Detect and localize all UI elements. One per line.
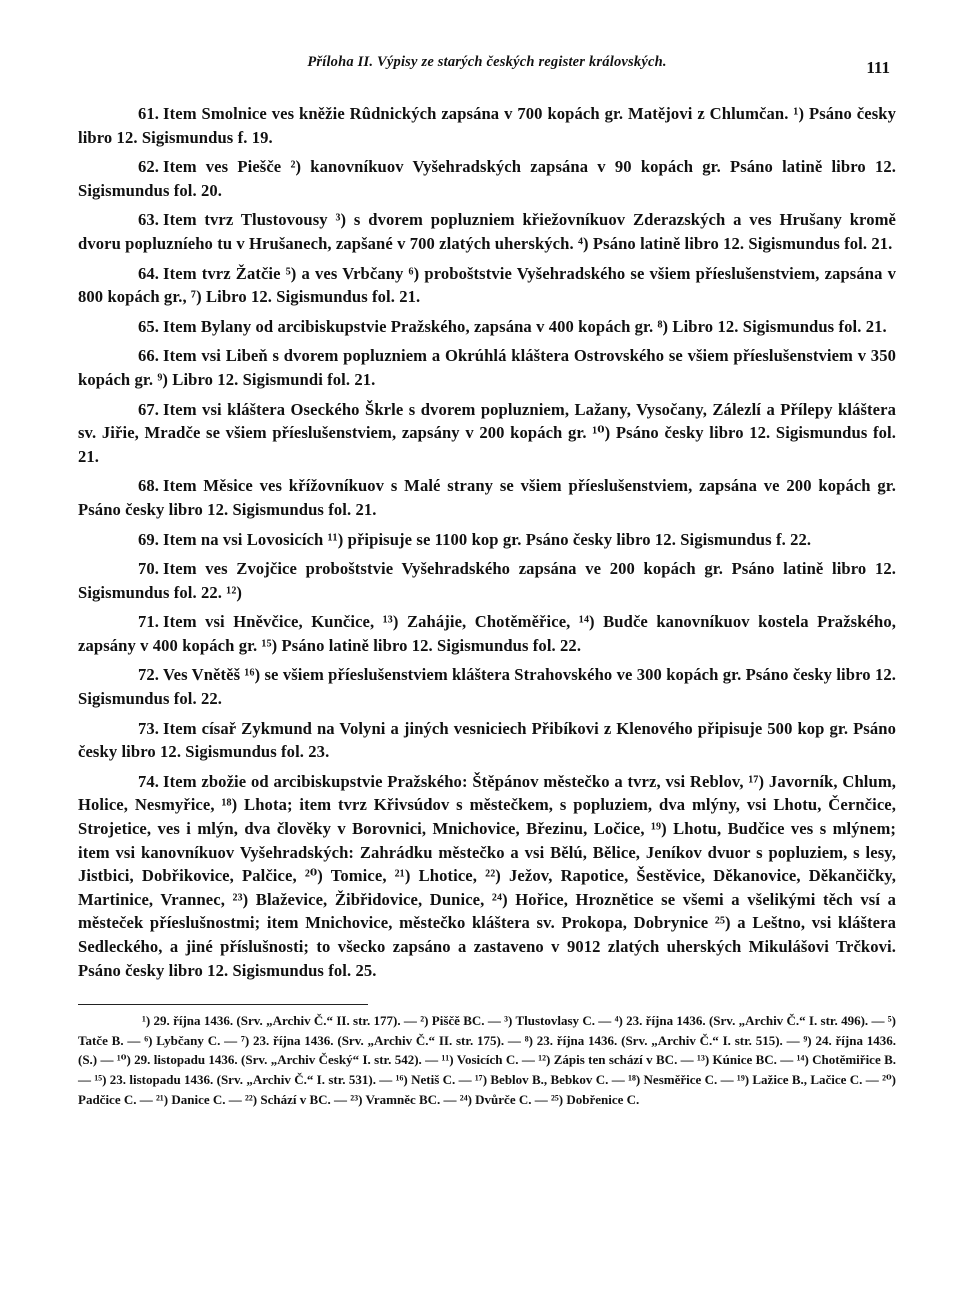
- footnote-divider: [78, 1004, 368, 1005]
- entry-number: 66.: [138, 346, 160, 366]
- entry-68: [78, 474, 896, 521]
- entry-text: Item vsi Hněvčice, Kunčice, ¹³) Zahájie, Chotěměřice, ¹⁴) Budče kanovníkuov kostela Pražského, zapsány v 400 kopách gr. ¹⁵) Psáno latině libro 12. Sigismundus fol. 22.: [78, 612, 896, 655]
- entry-number: 72.: [138, 665, 160, 685]
- entry-61: [78, 102, 896, 149]
- entry-number: 70.: [138, 559, 160, 579]
- entry-text: Item Měsice ves křížovníkuov s Malé strany se všiem příeslušenstviem, zapsána ve 200 kopách gr. Psáno česky libro 12. Sigismundus fol. 21.: [78, 476, 896, 519]
- entry-text: Item vsi kláštera Oseckého Škrle s dvorem popluzniem, Lažany, Vysočany, Zálezlí a Přílepy kláštera sv. Jiřie, Mradče se všiem příeslušenstviem, zapsány v 200 kopách gr. ¹⁰) Psáno česky libro 12. Sigismundus fol. 21.: [78, 399, 896, 466]
- entry-text: Item ves Zvojčice proboštstvie Vyšehradského zapsána ve 200 kopách gr. Psáno latině libro 12. Sigismundus fol. 22. ¹²): [78, 559, 896, 602]
- entry-text: Item Smolnice ves kněžie Rûdnických zapsána v 700 kopách gr. Matějovi z Chlumčan. ¹) Psáno česky libro 12. Sigismundus f. 19.: [78, 104, 896, 147]
- running-title: Příloha II. Výpisy ze starých českých register královských.: [307, 54, 667, 70]
- entry-text: Item tvrz Žatčie ⁵) a ves Vrbčany ⁶) proboštstvie Vyšehradského se všiem příeslušenstviem, zapsána v 800 kopách gr., ⁷) Libro 12. Sigismundus fol. 21.: [78, 263, 896, 307]
- entry-74: [78, 770, 896, 982]
- entry-text: Item Bylany od arcibiskupstvie Pražského, zapsána v 400 kopách gr. ⁸) Libro 12. Sigismundus fol. 21.: [163, 316, 887, 336]
- entry-text: Item zbožie od arcibiskupstvie Pražského: Štěpánov městečko a tvrz, vsi Reblov, ¹⁷) Javorník, Chlum, Holice, Nesmyřice, ¹⁸) Lhota; item tvrz Křivsúdov s městečkem, s popluziem, dva mlýny, vsi Lhotu, Černčice, Strojetice, ves i mlýn, dva člověky v Borovnici, Mnichovice, Březinu, Ločice, ¹⁹) Lhotu, Budčice ves s mlýnem; item vsi kanovníkuov Vyšehradských: Zahrádku městečko a vsi Bělú, Bělice, Jeníkov dvuor s popluziem, s lesy, Jistbici, Dobřikovice, Palčice, ²⁰) Tomice, ²¹) Lhotice, ²²) Ježov, Rapotice, Šestěvice, Děkanovice, Děkančičky, Martinice, Vrannec, ²³) Blaževice, Žibřidovice, Dunice, ²⁴) Hořice, Hroznětice se všemi a všelikými těch vsí a městeček příeslušnostmi; item Mnichovice, městečko kláštera sv. Prokopa, Dobrynice ²⁵) a Leštno, vsi kláštera Sedleckého, a jiné příslušnosti; to všecko zapsáno a zastaveno v 9012 zlatých uherských Mikulášovi Trčkovi. Psáno česky libro 12. Sigismundus fol. 25.: [78, 771, 896, 980]
- entry-63: [78, 208, 896, 255]
- entry-62: [78, 155, 896, 202]
- entry-number: 67.: [138, 399, 160, 419]
- entry-number: 71.: [138, 612, 160, 632]
- entry-73: [78, 717, 896, 764]
- entry-number: 64.: [138, 263, 160, 283]
- entry-number: 69.: [138, 529, 160, 549]
- entry-71: [78, 610, 896, 657]
- entry-text: Item tvrz Tlustovousy ³) s dvorem popluzniem křiežovníkuov Zderazských a ves Hrušany kromě dvoru popluzníeho tu v Hrušanech, zapšané v 700 zlatých uherských. ⁴) Psáno latině libro 12. Sigismundus fol. 21.: [78, 210, 896, 253]
- footnotes-text: ¹) 29. října 1436. (Srv. „Archiv Č.“ II. str. 177). — ²) Piščě BC. — ³) Tlustovlasy C. — ⁴) 23. října 1436. (Srv. „Archiv Č.“ I. str. 496). — ⁵) Tatče B. — ⁶) Lybčany C. — ⁷) 23. října 1436. (Srv. „Archiv Č.“ II. str. 175). — ⁸) 23. října 1436. (Srv. „Archiv Č.“ I. str. 515). — ⁹) 24. října 1436. (S.) — ¹⁰) 29. listopadu 1436. (Srv. „Archiv Český“ I. str. 542). — ¹¹) Vosicích C. — ¹²) Zápis ten schází v BC. — ¹³) Kúnice BC. — ¹⁴) Chotěmiřice B. — ¹⁵) 23. listopadu 1436. (Srv. „Archiv Č.“ I. str. 531). — ¹⁶) Netiš C. — ¹⁷) Beblov B., Bebkov C. — ¹⁸) Nesměřice C. — ¹⁹) Lažice B., Lačice C. — ²⁰) Padčice C. — ²¹) Danice C. — ²²) Schází v BC. — ²³) Vramněc BC. — ²⁴) Dvůrče C. — ²⁵) Dobřenice C.: [78, 1013, 896, 1107]
- entry-text: Item ves Piešče ²) kanovníkuov Vyšehradských zapsána v 90 kopách gr. Psáno latině libro 12. Sigismundus fol. 20.: [78, 157, 896, 200]
- entry-text: Ves Vnětěš ¹⁶) se všiem příeslušenstviem kláštera Strahovského ve 300 kopách gr. Psáno česky libro 12. Sigismundus fol. 22.: [78, 665, 896, 709]
- entry-number: 61.: [138, 104, 160, 123]
- entry-67: [78, 398, 896, 469]
- entry-69: [78, 528, 896, 552]
- entry-66: [78, 344, 896, 391]
- page-number: 111: [866, 58, 890, 77]
- entry-65: [78, 315, 896, 339]
- entry-64: [78, 262, 896, 309]
- entry-number: 74.: [138, 771, 160, 791]
- entries-list: [78, 102, 896, 982]
- entry-number: 63.: [138, 210, 160, 230]
- entry-number: 62.: [138, 157, 160, 177]
- entry-text: Item vsi Libeň s dvorem popluzniem a Okrúhlá kláštera Ostrovského se všiem příeslušenstviem v 350 kopách gr. ⁹) Libro 12. Sigismundi fol. 21.: [78, 346, 896, 389]
- entry-text: Item na vsi Lovosicích ¹¹) připisuje se 1100 kop gr. Psáno česky libro 12. Sigismundus f. 22.: [163, 529, 812, 549]
- entry-70: [78, 557, 896, 604]
- entry-number: 65.: [138, 316, 160, 336]
- entry-number: 73.: [138, 718, 160, 738]
- entry-text: Item císař Zykmund na Volyni a jiných vesniciech Přibíkovi z Klenového připisuje 500 kop gr. Psáno česky libro 12. Sigismundus fol. 23.: [78, 718, 896, 762]
- footnotes: [78, 1011, 896, 1109]
- entry-72: [78, 663, 896, 710]
- page-header: [78, 48, 896, 82]
- entry-number: 68.: [138, 476, 160, 496]
- document-page: [78, 48, 896, 1109]
